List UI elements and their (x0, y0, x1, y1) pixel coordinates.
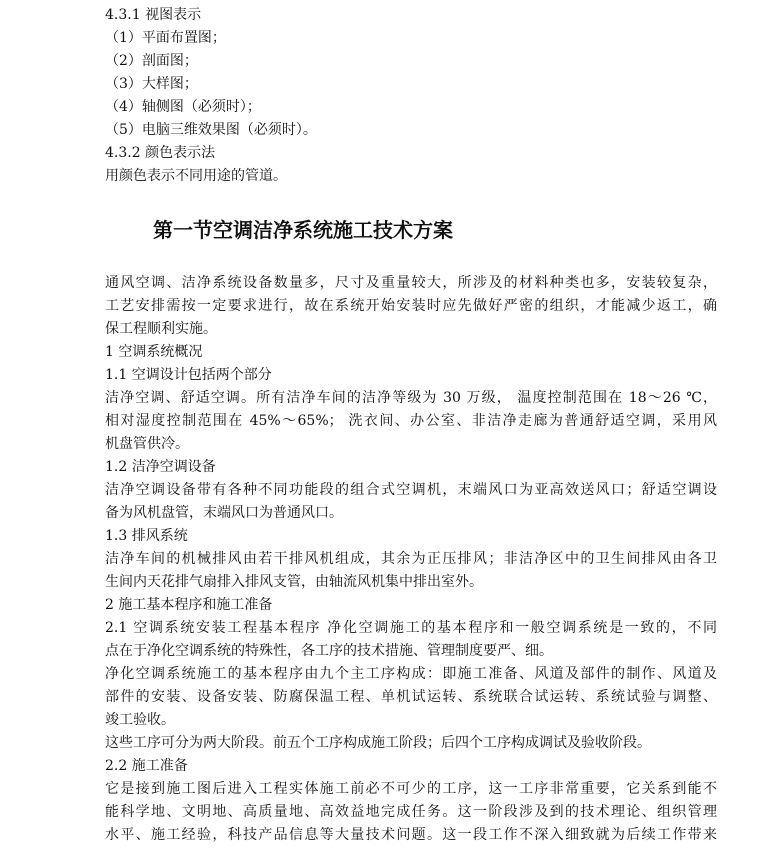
body-line: 它是接到施工图后进入工程实体施工前必不可少的工序，这一工序非常重要，它关系到能不 (105, 781, 717, 797)
body-line: 生间内天花排气扇排入排风支管，由轴流风机集中排出室外。 (105, 574, 483, 590)
list-item-axonometric-view: （4）轴侧图（必须时）； (105, 99, 261, 115)
list-item-detail-view: （3）大样图； (105, 76, 198, 92)
body-line: 这些工序可分为两大阶段。前五个工序构成施工阶段；后四个工序构成调试及验收阶段。 (105, 735, 651, 751)
body-line: 工艺安排需按一定要求进行，故在系统开始安装时应先做好严密的组织，才能减少返工，确 (105, 298, 717, 314)
list-item-3d-render: （5）电脑三维效果图（必须时）。 (105, 122, 317, 138)
body-line: 能科学地、文明地、高质量地、高效益地完成任务。这一阶段涉及到的技术理论、组织管理 (105, 804, 717, 820)
body-line: 通风空调、洁净系统设备数量多，尺寸及重量较大，所涉及的材料种类也多，安装较复杂， (105, 275, 717, 291)
body-line: 保工程顺利实施。 (105, 321, 217, 337)
heading-2-2: 2.2 施工准备 (105, 758, 188, 774)
list-item-plan-view: （1）平面布置图； (105, 30, 226, 46)
heading-1: 1 空调系统概况 (105, 344, 203, 360)
heading-1-3: 1.3 排风系统 (105, 528, 188, 544)
body-line: 点在于净化空调系统的特殊性，各工序的技术措施、管理制度要严、细。 (105, 643, 553, 659)
heading-1-2: 1.2 洁净空调设备 (105, 459, 216, 475)
section-heading-4-3-1: 4.3.1 视图表示 (105, 7, 202, 23)
section-heading-4-3-2: 4.3.2 颜色表示法 (105, 145, 216, 161)
body-line: 水平、施工经验，科技产品信息等大量技术问题。这一段工作不深入细致就为后续工作带来 (105, 827, 717, 843)
body-line: 备为风机盘管，末端风口为普通风口。 (105, 505, 343, 521)
paragraph-color-method: 用颜色表示不同用途的管道。 (105, 168, 287, 184)
body-line: 净化空调系统施工的基本程序由九个主工序构成：即施工准备、风道及部件的制作、风道及 (105, 666, 717, 682)
body-line: 洁净空调设备带有各种不同功能段的组合式空调机，末端风口为亚高效送风口；舒适空调设 (105, 482, 717, 498)
body-line: 部件的安装、设备安装、防腐保温工程、单机试运转、系统联合试运转、系统试验与调整、 (105, 689, 717, 705)
section-title: 第一节空调洁净系统施工技术方案 (153, 218, 453, 242)
list-item-section-view: （2）剖面图； (105, 53, 198, 69)
heading-2-1: 2.1 空调系统安装工程基本程序 净化空调施工的基本程序和一般空调系统是一致的，不同 (105, 620, 717, 636)
body-line: 相对湿度控制范围在 45%～65%； 洗衣间、办公室、非洁净走廊为普通舒适空调，采用风 (105, 413, 717, 429)
body-line: 竣工验收。 (105, 712, 175, 728)
body-line: 洁净空调、舒适空调。所有洁净车间的洁净等级为 30 万级， 温度控制范围在 18～26 ℃， (105, 390, 717, 406)
body-line: 机盘管供冷。 (105, 436, 189, 452)
heading-1-1: 1.1 空调设计包括两个部分 (105, 367, 272, 383)
body-line: 洁净车间的机械排风由若干排风机组成，其余为正压排风；非洁净区中的卫生间排风由各卫 (105, 551, 717, 567)
heading-2: 2 施工基本程序和施工准备 (105, 597, 273, 613)
